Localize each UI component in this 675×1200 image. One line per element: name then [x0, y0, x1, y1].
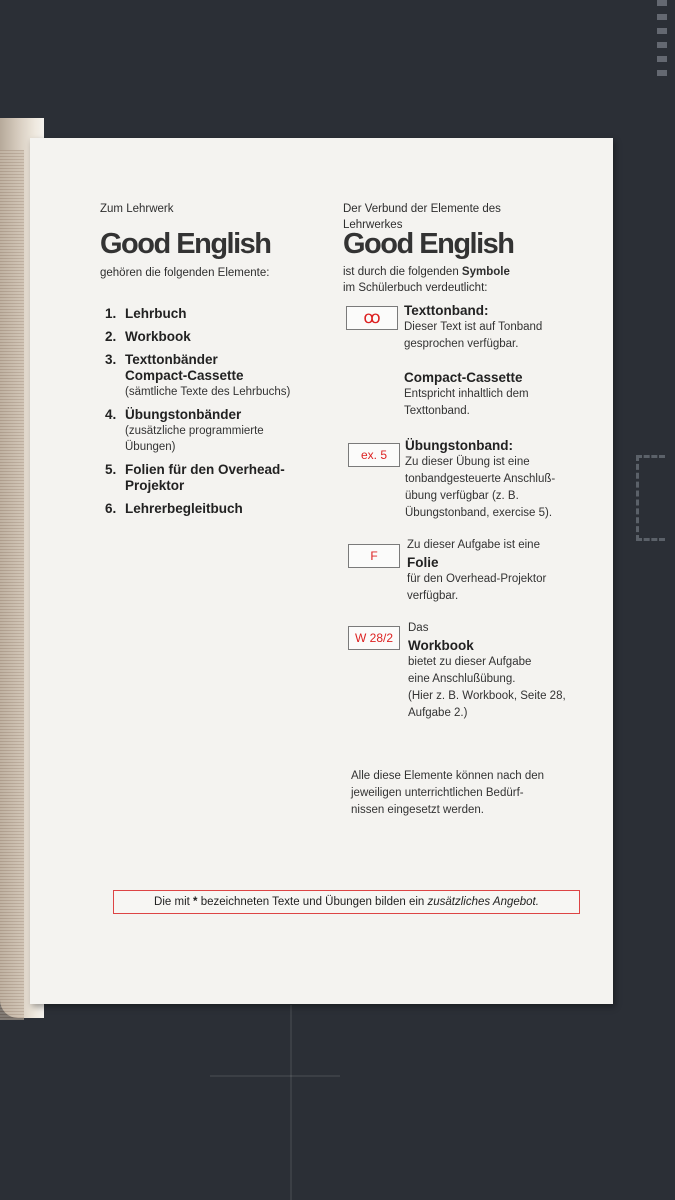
- list-item: 6. Lehrerbegleitbuch: [105, 501, 243, 516]
- list-item: 4. Übungstonbänder (zusätzliche programmierte Übungen): [105, 407, 264, 453]
- uebungstonband-entry: Übungstonband: Zu dieser Übung ist eine tonbandgesteuerte Anschluß- übung verfügbar (z. B. Übungstonband, exercise 5).: [405, 438, 556, 519]
- left-brand-logo: Good English: [100, 228, 271, 260]
- list-item: 1. Lehrbuch: [105, 306, 187, 321]
- cassette-reel-icon: ꝏ: [346, 306, 398, 330]
- right-subtitle: ist durch die folgenden Symbole: [343, 266, 510, 278]
- workbook-symbol: W 28/2: [348, 626, 400, 650]
- right-brand-logo: Good English: [343, 228, 514, 260]
- desk-line-vertical: [290, 1005, 292, 1200]
- folie-entry: Zu dieser Aufgabe ist eine Folie für den Overhead-Projektor verfügbar.: [407, 539, 547, 602]
- elements-list: [105, 306, 335, 524]
- asterisk-icon: *: [193, 896, 198, 908]
- list-item: 5. Folien für den Overhead- Projektor: [105, 462, 285, 493]
- desk-marks: [657, 0, 667, 80]
- desk-marks-2: [636, 455, 665, 541]
- list-item: 3. Texttonbänder Compact-Cassette (sämtliche Texte des Lehrbuchs): [105, 352, 291, 398]
- list-item: 2. Workbook: [105, 329, 191, 344]
- book-page: [30, 138, 613, 1004]
- texttonband-entry: Texttonband: Dieser Text ist auf Tonband gesprochen verfügbar.: [404, 303, 543, 350]
- closing-paragraph: Alle diese Elemente können nach den jeweiligen unterrichtlichen Bedürf- nissen eingesetzt werden.: [351, 770, 545, 816]
- right-intro: Der Verbund der Elemente des Lehrwerkes: [343, 203, 501, 231]
- book-page-edges: [0, 150, 24, 1020]
- desk-line-horizontal: [210, 1075, 340, 1077]
- workbook-entry: Das Workbook bietet zu dieser Aufgabe eine Anschlußübung. (Hier z. B. Workbook, Seite 28, Aufgabe 2.): [408, 622, 566, 719]
- exercise-symbol: ex. 5: [348, 443, 400, 467]
- supplementary-notice: Die mit * bezeichneten Texte und Übungen bilden ein zusätzliches Angebot.: [113, 890, 580, 914]
- folie-symbol: F: [348, 544, 400, 568]
- right-subtitle-line2: im Schülerbuch verdeutlicht:: [343, 282, 488, 294]
- left-intro: Zum Lehrwerk: [100, 203, 174, 215]
- compact-cassette-entry: Compact-Cassette Entspricht inhaltlich dem Texttonband.: [404, 370, 529, 417]
- left-subtitle: gehören die folgenden Elemente:: [100, 267, 270, 279]
